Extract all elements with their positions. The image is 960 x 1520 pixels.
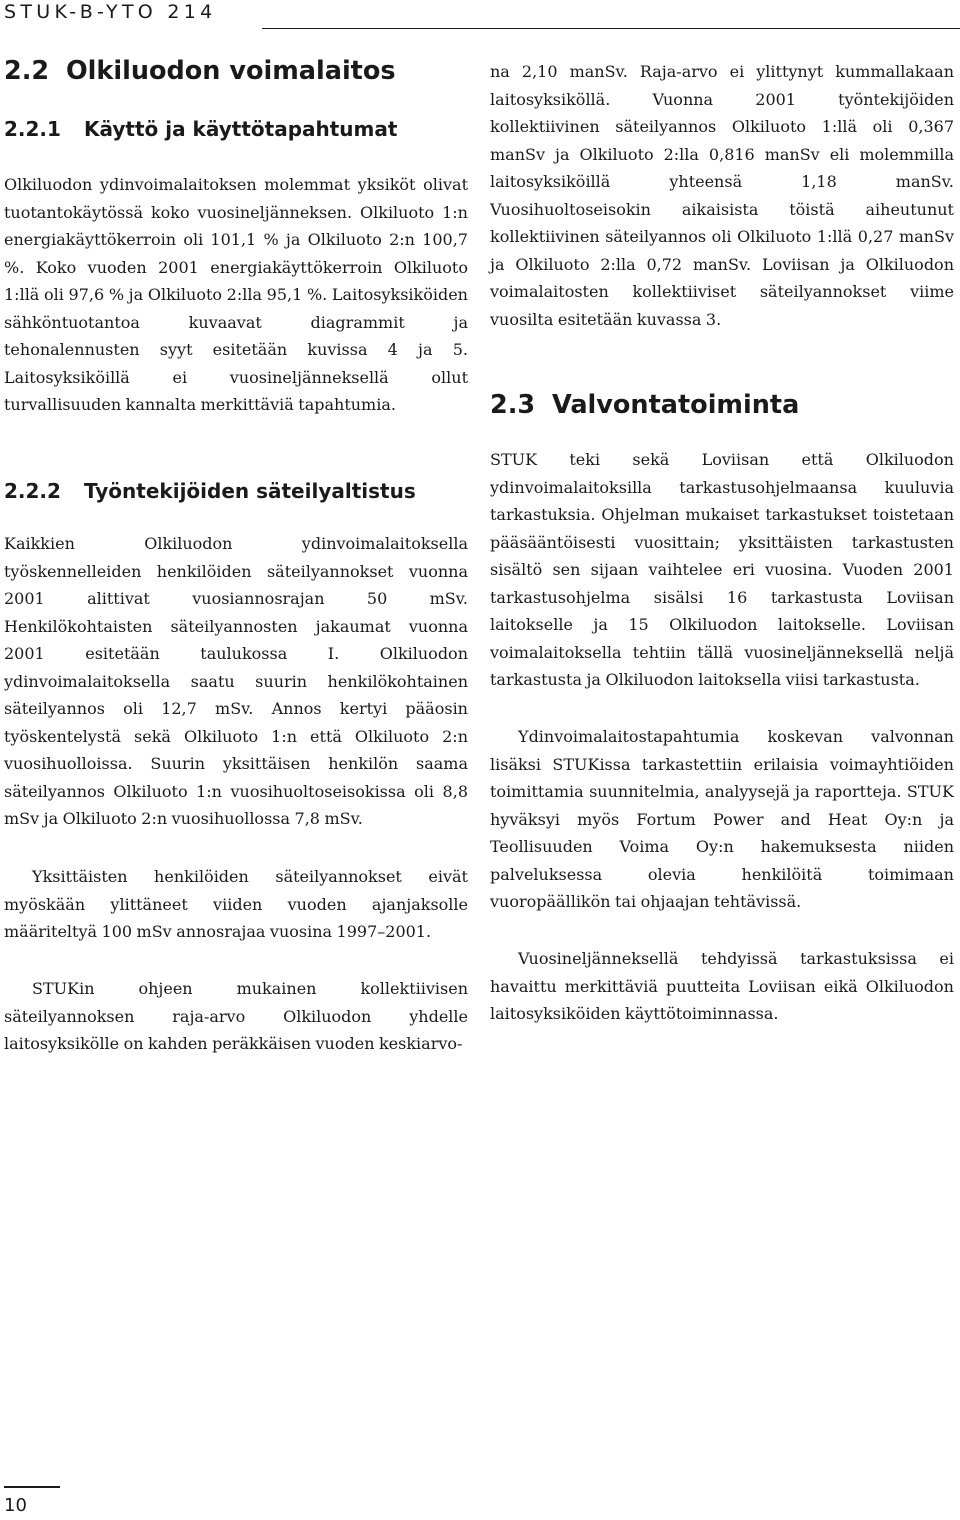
header-code: YTO 214	[105, 1, 217, 23]
section-number: 2.2	[4, 56, 50, 86]
section-number: 2.3	[490, 390, 536, 420]
subsection-title: Työntekijöiden säteilyaltistus	[84, 479, 416, 503]
paragraph-saeteily-3: STUKin ohjeen mukainen kollektiivisen säteilyannoksen raja-arvo Olkiluodon yhdelle laitosyksikölle on kahden peräkkäisen vuoden keskiarvo-	[4, 979, 468, 1053]
paragraph-saeteily-1: Kaikkien Olkiluodon ydinvoimalaitoksella työskennelleiden henkilöiden säteilyannokset vuonna 2001 alittivat vuosiannosrajan 50 mSv. Henkilökohtaisten säteilyannosten jakaumat vuonna 2001 esitetään taulukossa I. Olkiluodon ydinvoimalaitoksella saatu suurin henkilökohtainen säteilyannos oli 12,7 mSv. Annos kertyi pääosin työskentelystä sekä Olkiluoto 1:n että Olkiluoto 2:n vuosihuolloissa. Suurin yksittäisen henkilön saama säteilyannos Olkiluoto 1:n vuosihuoltoseisokissa oli 8,8 mSv ja Olkiluoto 2:n vuosihuollossa 7,8 mSv.	[4, 534, 468, 828]
paragraph-valvonta-2: Ydinvoimalaitostapahtumia koskevan valvonnan lisäksi STUKissa tarkastettiin erilaisia voimayhtiöiden toimittamia suunnitelmia, analyysejä ja raportteja. STUK hyväksyi myös Fortum Power and Heat Oy:n ja Teollisuuden Voima Oy:n hakemuksesta niiden palveluksessa olevia henkilöitä toimimaan vuoropäällikön tai ohjaajan tehtävissä.	[490, 727, 954, 911]
section-heading-2-2	[4, 55, 396, 87]
subsection-heading-2-2-1	[4, 116, 397, 142]
paragraph-valvonta-1: STUK teki sekä Loviisan että Olkiluodon ydinvoimalaitoksilla tarkastusohjelmaansa kuuluvia tarkastuksia. Ohjelman mukaiset tarkastukset toistetaan pääsääntöisesti vuosittain; yksittäisten tarkastusten sisältö sen sijaan vaihtelee eri vuosina. Vuoden 2001 tarkastusohjelma sisälsi 16 tarkastusta Loviisan laitokselle ja 15 Olkiluodon laitokselle. Loviisan voimalaitoksella tehtiin tällä vuosineljänneksellä neljä tarkastusta ja Olkiluodon laitoksella viisi tarkastusta.	[490, 450, 954, 689]
paragraph-valvonta-3: Vuosineljänneksellä tehdyissä tarkastuksissa ei havaittu merkittäviä puutteita Loviisan eikä Olkiluodon laitosyksiköiden käyttötoiminnassa.	[490, 949, 954, 1023]
page-number: 10	[4, 1495, 27, 1516]
paragraph-kollektiivinen: na 2,10 manSv. Raja-arvo ei ylittynyt kummallakaan laitosyksiköllä. Vuonna 2001 työntekijöiden kollektiivinen säteilyannos Olkiluoto 1:llä oli 0,367 manSv ja Olkiluoto 2:lla 0,816 manSv eli molemmilla laitosyksiköillä yhteensä 1,18 manSv. Vuosihuoltoseisokin aikaisista töistä aiheutunut kollektiivinen säteilyannos oli Olkiluoto 1:llä 0,27 manSv ja Olkiluoto 2:lla 0,72 manSv. Loviisan ja Olkiluodon voimalaitosten kollektiiviset säteilyannokset viime vuosilta esitetään kuvassa 3.	[490, 62, 954, 329]
header-rule	[262, 28, 960, 29]
running-header	[4, 0, 217, 24]
subsection-heading-2-2-2	[4, 478, 416, 504]
paragraph-saeteily-2: Yksittäisten henkilöiden säteilyannokset eivät myöskään ylittäneet viiden vuoden ajanjaksolle määriteltyä 100 mSv annosrajaa vuosina 1997–2001.	[4, 867, 468, 941]
paragraph-kaytto: Olkiluodon ydinvoimalaitoksen molemmat yksiköt olivat tuotantokäytössä koko vuosineljänneksen. Olkiluoto 1:n energiakäyttökerroin oli 101,1 % ja Olkiluoto 2:n 100,7 %. Koko vuoden 2001 energiakäyttökerroin Olkiluoto 1:llä oli 97,6 % ja Olkiluoto 2:lla 95,1 %. Laitosyksiköiden sähköntuotantoa kuvaavat diagrammit ja tehonalennusten syyt esitetään kuvissa 4 ja 5. Laitosyksiköillä ei vuosineljänneksellä ollut turvallisuuden kannalta merkittäviä tapahtumia.	[4, 175, 468, 414]
section-title: Olkiluodon voimalaitos	[66, 56, 396, 86]
subsection-number: 2.2.2	[4, 479, 61, 503]
section-title: Valvontatoiminta	[552, 390, 800, 420]
footer-rule	[4, 1486, 60, 1488]
header-series: STUK-B-	[4, 1, 106, 23]
section-heading-2-3	[490, 389, 799, 421]
subsection-title: Käyttö ja käyttötapahtumat	[84, 117, 398, 141]
subsection-number: 2.2.1	[4, 117, 61, 141]
